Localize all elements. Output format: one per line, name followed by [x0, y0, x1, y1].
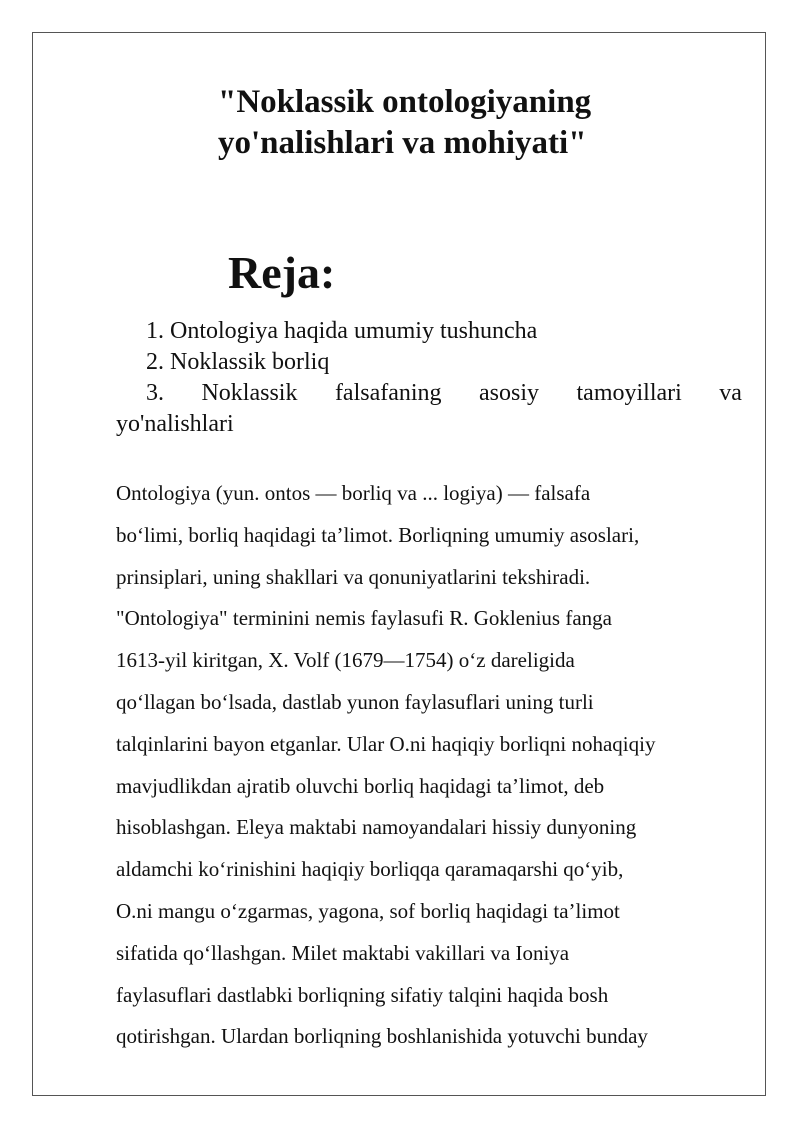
body-line: hisoblashgan. Eleya maktabi namoyandalari hissiy dunyoning — [116, 815, 637, 840]
plan-item — [116, 378, 742, 440]
body-line: aldamchi ko‘rinishini haqiqiy borliqqa qaramaqarshi qo‘yib, — [116, 857, 624, 882]
plan-item-word: asosiy — [479, 380, 540, 406]
body-line: sifatida qo‘llashgan. Milet maktabi vakillari va Ioniya — [116, 940, 570, 965]
document-title — [218, 82, 698, 164]
plan-item-word: va — [719, 380, 742, 406]
plan-item-word: falsafaning — [334, 380, 442, 406]
body-line: faylasuflari dastlabki borliqning sifatiy talqini haqida bosh — [116, 982, 609, 1007]
body-line: Ontologiya (yun. ontos — borliq va ... logiya) — falsafa — [116, 481, 591, 505]
body-line: 1613-yil kiritgan, X. Volf (1679—1754) o‘z dareligida — [116, 648, 575, 673]
plan-item-word: Noklassik — [201, 380, 298, 406]
body-line: bo‘limi, borliq haqidagi ta’limot. Borliqning umumiy asoslari, — [116, 522, 640, 547]
title-line-1: "Noklassik ontologiyaning — [218, 84, 592, 120]
body-line: O.ni mangu o‘zgarmas, yagona, sof borliq haqidagi ta’limot — [116, 898, 620, 923]
plan-item — [116, 316, 742, 347]
body-line: prinsiplari, uning shakllari va qonuniyatlarini tekshiradi. — [116, 564, 591, 589]
body-paragraph — [116, 473, 746, 1058]
title-line-2: yo'nalishlari va mohiyati" — [218, 125, 587, 161]
body-line: mavjudlikdan ajratib oluvchi borliq haqidagi ta’limot, deb — [116, 773, 605, 798]
plan-item — [116, 347, 742, 378]
body-line: talqinlarini bayon etganlar. Ular O.ni haqiqiy borliqni nohaqiqiy — [116, 731, 656, 756]
plan-item-text: Noklassik borliq — [170, 349, 330, 375]
plan-heading: Reja: — [228, 247, 336, 298]
plan-item-number: 3. — [146, 380, 164, 406]
plan-item-first-line — [116, 378, 742, 409]
body-line: qo‘llagan bo‘lsada, dastlab yunon faylasuflari uning turli — [116, 689, 594, 714]
plan-item-word: tamoyillari — [576, 380, 682, 406]
plan-item-text: Ontologiya haqida umumiy tushuncha — [170, 318, 538, 344]
plan-item-number: 2. — [146, 349, 164, 375]
body-line: qotirishgan. Ulardan borliqning boshlanishida yotuvchi bunday — [116, 1024, 648, 1049]
body-line: "Ontologiya" terminini nemis faylasufi R. Goklenius fanga — [116, 606, 612, 631]
plan-list — [116, 316, 742, 440]
plan-item-continuation: yo'nalishlari — [116, 411, 234, 437]
plan-item-number: 1. — [146, 318, 164, 344]
